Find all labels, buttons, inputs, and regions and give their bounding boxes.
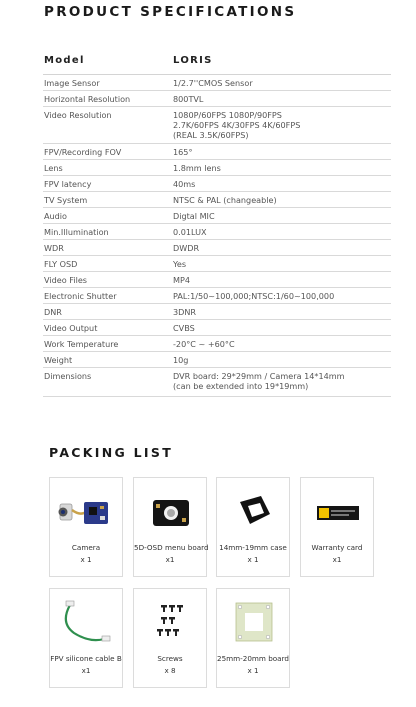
packing-item-qty: x1: [165, 555, 175, 564]
packing-item-qty: x 1: [80, 555, 92, 564]
spec-value-line: PAL:1/50~100,000;NTSC:1/60~100,000: [173, 291, 335, 301]
adapter-board-icon: [217, 593, 291, 651]
spec-header: [43, 51, 391, 75]
spec-value: [172, 240, 391, 253]
spec-row: [43, 144, 391, 160]
spec-value: [172, 144, 391, 157]
spec-value-line: MP4: [173, 275, 191, 285]
spec-value-line: DWDR: [173, 243, 200, 253]
spec-row: [43, 288, 391, 304]
packing-item-warranty-card: [300, 477, 374, 577]
spec-label: Audio: [44, 211, 68, 221]
spec-row: [43, 107, 391, 144]
packing-item-name: Warranty card: [311, 543, 363, 552]
spec-label: Weight: [44, 355, 73, 365]
spec-row: [43, 160, 391, 176]
spec-value-line: Digtal MIC: [173, 211, 215, 221]
spec-row: [43, 224, 391, 240]
spec-value-line: 1080P/60FPS 1080P/90FPS: [173, 110, 282, 120]
spec-value: [172, 336, 391, 349]
spec-value-line: Yes: [173, 259, 187, 269]
warranty-card-icon: [301, 482, 375, 540]
packing-item-qty: x 8: [164, 666, 176, 675]
spec-label: Video Resolution: [44, 110, 112, 120]
spec-value-line: 2.7K/60FPS 4K/30FPS 4K/60FPS: [173, 120, 301, 130]
spec-label: WDR: [44, 243, 64, 253]
spec-label: Image Sensor: [44, 78, 100, 88]
spec-value: [172, 192, 391, 205]
packing-item-name: 5D-OSD menu board: [134, 543, 209, 552]
packing-item-qty: x1: [81, 666, 91, 675]
packing-item-screws: [133, 588, 207, 688]
spec-value: [172, 320, 391, 333]
camera-icon: [50, 482, 124, 540]
osd-board-icon: [134, 482, 208, 540]
spec-label: DNR: [44, 307, 62, 317]
spec-value-line: DVR board: 29*29mm / Camera 14*14mm: [173, 371, 345, 381]
spec-label: Video Output: [44, 323, 98, 333]
packing-item-adapter-board: [216, 588, 290, 688]
spec-value-line: 800TVL: [173, 94, 204, 104]
spec-value: [172, 75, 391, 88]
packing-item-name: FPV silicone cable B: [50, 654, 122, 663]
packing-item-qty: x 1: [247, 555, 259, 564]
spec-value: [172, 368, 391, 391]
page-title: PRODUCT SPECIFICATIONS: [44, 4, 297, 20]
packing-item-name: Camera: [71, 543, 101, 552]
spec-label: Min.Illumination: [44, 227, 109, 237]
spec-label: Electronic Shutter: [44, 291, 117, 301]
spec-value-line: -20°C ~ +60°C: [173, 339, 235, 349]
spec-value-line: NTSC & PAL (changeable): [173, 195, 277, 205]
spec-value: [172, 272, 391, 285]
spec-value-line: 1.8mm lens: [173, 163, 221, 173]
packing-item-cable: [49, 588, 123, 688]
spec-value-line: CVBS: [173, 323, 195, 333]
spec-row: [43, 336, 391, 352]
packing-item-case: [216, 477, 290, 577]
spec-label: FPV/Recording FOV: [44, 147, 122, 157]
spec-row: [43, 240, 391, 256]
spec-row: [43, 352, 391, 368]
spec-value: [172, 208, 391, 221]
spec-label: Dimensions: [44, 371, 92, 381]
spec-row: [43, 272, 391, 288]
spec-value-line: (REAL 3.5K/60FPS): [173, 130, 249, 140]
cable-icon: [50, 593, 124, 651]
screws-icon: [134, 593, 208, 651]
spec-value-line: 1/2.7''CMOS Sensor: [173, 78, 253, 88]
spec-value-line: 10g: [173, 355, 189, 365]
spec-row: [43, 192, 391, 208]
spec-header-value: LORIS: [173, 54, 213, 66]
spec-value-line: (can be extended into 19*19mm): [173, 381, 309, 391]
spec-row: [43, 208, 391, 224]
packing-title: PACKING LIST: [49, 445, 174, 460]
spec-value-line: 3DNR: [173, 307, 197, 317]
packing-item-qty: x1: [332, 555, 342, 564]
spec-table: [43, 51, 391, 397]
spec-value: [172, 304, 391, 317]
spec-row: [43, 320, 391, 336]
spec-label: FLY OSD: [44, 259, 78, 269]
spec-row: [43, 176, 391, 192]
spec-value: [172, 288, 391, 301]
spec-row: [43, 75, 391, 91]
spec-value: [172, 160, 391, 173]
spec-value: [172, 107, 391, 140]
spec-value: [172, 352, 391, 365]
case-icon: [217, 482, 291, 540]
spec-label: Work Temperature: [44, 339, 119, 349]
spec-value: [172, 256, 391, 269]
spec-label: TV System: [44, 195, 88, 205]
packing-item-camera: [49, 477, 123, 577]
spec-label: FPV latency: [44, 179, 92, 189]
spec-value: [172, 176, 391, 189]
spec-label: Lens: [44, 163, 63, 173]
spec-label: Horizontal Resolution: [44, 94, 131, 104]
spec-value-line: 40ms: [173, 179, 196, 189]
packing-item-name: 14mm-19mm case: [219, 543, 287, 552]
spec-row: [43, 368, 391, 397]
spec-value-line: 165°: [173, 147, 193, 157]
spec-header-key: Model: [44, 54, 85, 66]
spec-value: [172, 91, 391, 104]
packing-item-osd-board: [133, 477, 207, 577]
spec-row: [43, 91, 391, 107]
spec-row: [43, 256, 391, 272]
spec-value-line: 0.01LUX: [173, 227, 207, 237]
packing-item-qty: x 1: [247, 666, 259, 675]
spec-value: [172, 224, 391, 237]
spec-row: [43, 304, 391, 320]
spec-label: Video Files: [44, 275, 88, 285]
packing-item-name: Screws: [157, 654, 183, 663]
packing-item-name: 25mm-20mm board: [217, 654, 289, 663]
